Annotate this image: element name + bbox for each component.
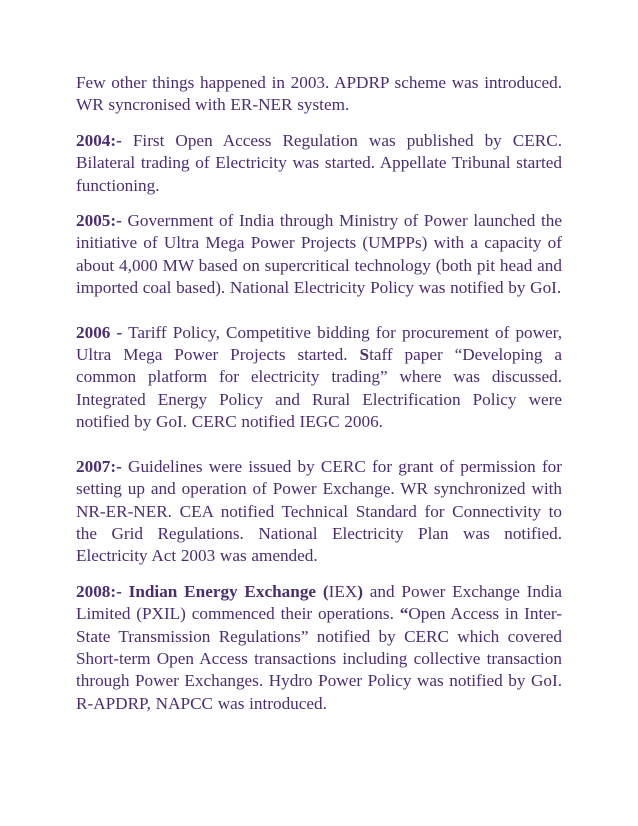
paragraph-2005 [76,210,562,300]
bold-name: Indian Energy Exchange ( [121,581,329,601]
year-label: 2008:- [76,581,122,601]
paragraph-text: taff paper “Developing a common platform for electricity trading” where was discussed. Integrated Energy Policy and Rural Electrification Policy were notified by GoI. CERC notified IEGC 2006. [76,345,562,432]
paragraph-text: Guidelines were issued by CERC for grant of permission for setting up and operation of Power Exchange. WR synchronized with NR-ER-NER. CEA notified Technical Standard for Connectivity to the Grid Regulations. National Electricity Plan was notified. Electricity Act 2003 was amended. [76,456,562,566]
bold-letter: S [359,345,370,365]
paragraph-text: Open Access in Inter-State Transmission Regulations” notified by CERC which covered Short-term Open Access transactions including collective transaction through Power Exchanges. Hydro Power Policy was notified by GoI. R-APDRP, NAPCC was introduced. [76,604,562,713]
paragraph-text: First Open Access Regulation was published by CERC. Bilateral trading of Electricity was started. Appellate Tribunal started functioning. [76,130,562,195]
paragraph-2006 [76,322,562,434]
year-label: 2006 - [76,322,123,342]
paragraph-text: Government of India through Ministry of Power launched the initiative of Ultra Mega Power Projects (UMPPs) with a capacity of about 4,000 MW based on supercritical technology (both pit head and imported coal based). National Electricity Policy was notified by GoI. [76,211,562,298]
year-label: 2004:- [76,130,122,150]
paragraph-2003 [76,72,562,117]
year-label: 2007:- [76,456,122,476]
bold-paren: ) [357,581,363,601]
bold-quote: “ [399,604,409,624]
paragraph-2004 [76,130,562,197]
paragraph-2007 [76,456,562,568]
paragraph-text: Few other things happened in 2003. APDRP scheme was introduced. WR syncronised with ER-NER system. [76,73,562,115]
year-label: 2005:- [76,211,122,231]
paragraph-2008 [76,581,562,715]
paragraph-text: IEX [328,581,358,601]
paragraph-text: Tariff Policy, Competitive bidding for procurement of power, Ultra Mega Power Projects started. [76,322,562,365]
paragraph-text: and Power Exchange India Limited (PXIL) commenced their operations. [76,581,562,624]
